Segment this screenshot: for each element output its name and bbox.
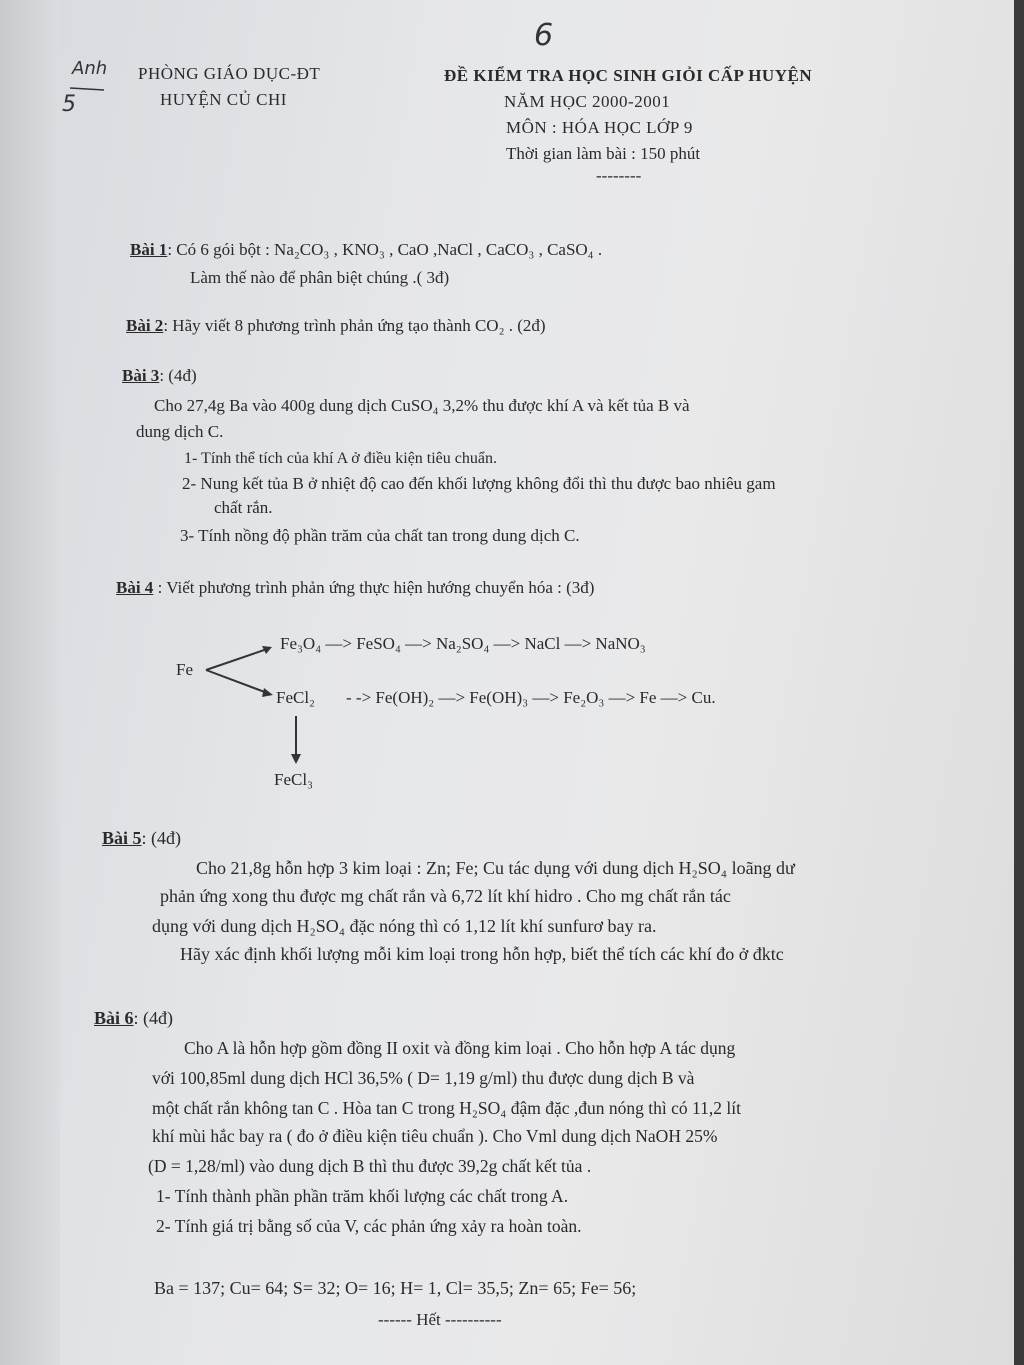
exam-title: ĐỀ KIỂM TRA HỌC SINH GIỎI CẤP HUYỆN bbox=[444, 66, 813, 85]
question-6-points: : (4đ) bbox=[133, 1008, 174, 1028]
end-marker: ------ Hết ---------- bbox=[378, 1310, 502, 1329]
question-6-item-2: 2- Tính giá trị bằng số của V, các phản ứng xảy ra hoàn toàn. bbox=[156, 1216, 582, 1236]
question-4-label: Bài 4 bbox=[116, 578, 154, 597]
question-5-line-1: Cho 21,8g hỗn hợp 3 kim loại : Zn; Fe; Cu tác dụng với dung dịch H₂SO₄ loãng dư bbox=[196, 858, 795, 878]
question-4-text: : Viết phương trình phản ứng thực hiện hướng chuyển hóa : (3đ) bbox=[153, 578, 595, 597]
question-6-line-4: khí mùi hắc bay ra ( đo ở điều kiện tiêu chuẩn ). Cho Vml dung dịch NaOH 25% bbox=[152, 1126, 718, 1146]
school-year: NĂM HỌC 2000-2001 bbox=[504, 92, 671, 111]
question-1-text: : Có 6 gói bột : Na₂CO₃ , KNO₃ , CaO ,NaCl , CaCO₃ , CaSO₄ . bbox=[167, 240, 603, 259]
question-3-line1: Cho 27,4g Ba vào 400g dung dịch CuSO₄ 3,2% thu được khí A và kết tủa B và bbox=[154, 396, 690, 415]
question-5 bbox=[102, 828, 181, 849]
question-2-text: : Hãy viết 8 phương trình phản ứng tạo thành CO₂ . (2đ) bbox=[163, 316, 546, 335]
scheme-row-2: - -> Fe(OH)₂ —> Fe(OH)₃ —> Fe₂O₃ —> Fe —> Cu. bbox=[346, 688, 716, 707]
page-edge bbox=[0, 0, 60, 1365]
question-5-points: : (4đ) bbox=[141, 828, 182, 848]
subject: MÔN : HÓA HỌC LỚP 9 bbox=[506, 118, 693, 137]
header-district: HUYỆN CỦ CHI bbox=[160, 90, 287, 109]
handwritten-page-number: 6 bbox=[534, 18, 554, 53]
question-3 bbox=[122, 366, 197, 386]
question-5-line-2: phản ứng xong thu được mg chất rắn và 6,72 lít khí hidro . Cho mg chất rắn tác bbox=[160, 886, 731, 906]
question-1-label: Bài 1 bbox=[130, 240, 168, 259]
question-3-points: : (4đ) bbox=[159, 366, 197, 385]
question-3-line2: dung dịch C. bbox=[136, 422, 224, 441]
question-3-item-2-cont: chất rắn. bbox=[214, 498, 273, 517]
handwritten-corner-note: Anh bbox=[72, 58, 108, 79]
question-6-line-5: (D = 1,28/ml) vào dung dịch B thì thu được 39,2g chất kết tủa . bbox=[148, 1156, 592, 1176]
question-6 bbox=[94, 1008, 173, 1029]
question-6-item-1: 1- Tính thành phần phần trăm khối lượng các chất trong A. bbox=[156, 1186, 569, 1206]
question-6-label: Bài 6 bbox=[94, 1008, 134, 1028]
question-2-label: Bài 2 bbox=[126, 316, 164, 335]
question-3-item-2: 2- Nung kết tủa B ở nhiệt độ cao đến khối lượng không đổi thì thu được bao nhiêu gam bbox=[182, 474, 776, 493]
question-1-line2: Làm thế nào để phân biệt chúng .( 3đ) bbox=[190, 268, 450, 287]
atomic-masses: Ba = 137; Cu= 64; S= 32; O= 16; H= 1, Cl= 35,5; Zn= 65; Fe= 56; bbox=[154, 1278, 637, 1298]
scheme-fecl2: FeCl₂ bbox=[276, 688, 315, 707]
question-2 bbox=[126, 316, 546, 336]
handwritten-underline bbox=[68, 84, 108, 92]
question-3-item-1: 1- Tính thể tích của khí A ở điều kiện tiêu chuẩn. bbox=[184, 450, 497, 467]
header-divider: -------- bbox=[596, 166, 642, 185]
question-3-label: Bài 3 bbox=[122, 366, 160, 385]
handwritten-corner-number: 5 bbox=[62, 92, 76, 117]
time-limit: Thời gian làm bài : 150 phút bbox=[506, 144, 701, 163]
question-5-line-4: Hãy xác định khối lượng mỗi kim loại trong hỗn hợp, biết thể tích các khí đo ở đktc bbox=[180, 944, 784, 964]
scheme-branch-arrows bbox=[200, 640, 280, 700]
question-6-line-1: Cho A là hỗn hợp gồm đồng II oxit và đồng kim loại . Cho hỗn hợp A tác dụng bbox=[184, 1038, 736, 1058]
question-1 bbox=[130, 240, 602, 260]
question-6-line-3: một chất rắn không tan C . Hòa tan C trong H₂SO₄ đậm đặc ,đun nóng thì có 11,2 lít bbox=[152, 1098, 741, 1118]
question-4 bbox=[116, 578, 594, 598]
scheme-start-fe: Fe bbox=[176, 660, 193, 679]
header-department: PHÒNG GIÁO DỤC-ĐT bbox=[138, 64, 321, 83]
question-6-line-2: với 100,85ml dung dịch HCl 36,5% ( D= 1,19 g/ml) thu được dung dịch B và bbox=[152, 1068, 695, 1088]
question-5-line-3: dụng với dung dịch H₂SO₄ đặc nóng thì có 1,12 lít khí sunfurơ bay ra. bbox=[152, 916, 657, 936]
scheme-down-arrow bbox=[286, 714, 306, 766]
scheme-fecl3: FeCl₃ bbox=[274, 770, 313, 789]
scheme-row-1: Fe₃O₄ —> FeSO₄ —> Na₂SO₄ —> NaCl —> NaNO₃ bbox=[280, 634, 646, 653]
question-5-label: Bài 5 bbox=[102, 828, 142, 848]
question-3-item-3: 3- Tính nồng độ phần trăm của chất tan trong dung dịch C. bbox=[180, 526, 580, 545]
